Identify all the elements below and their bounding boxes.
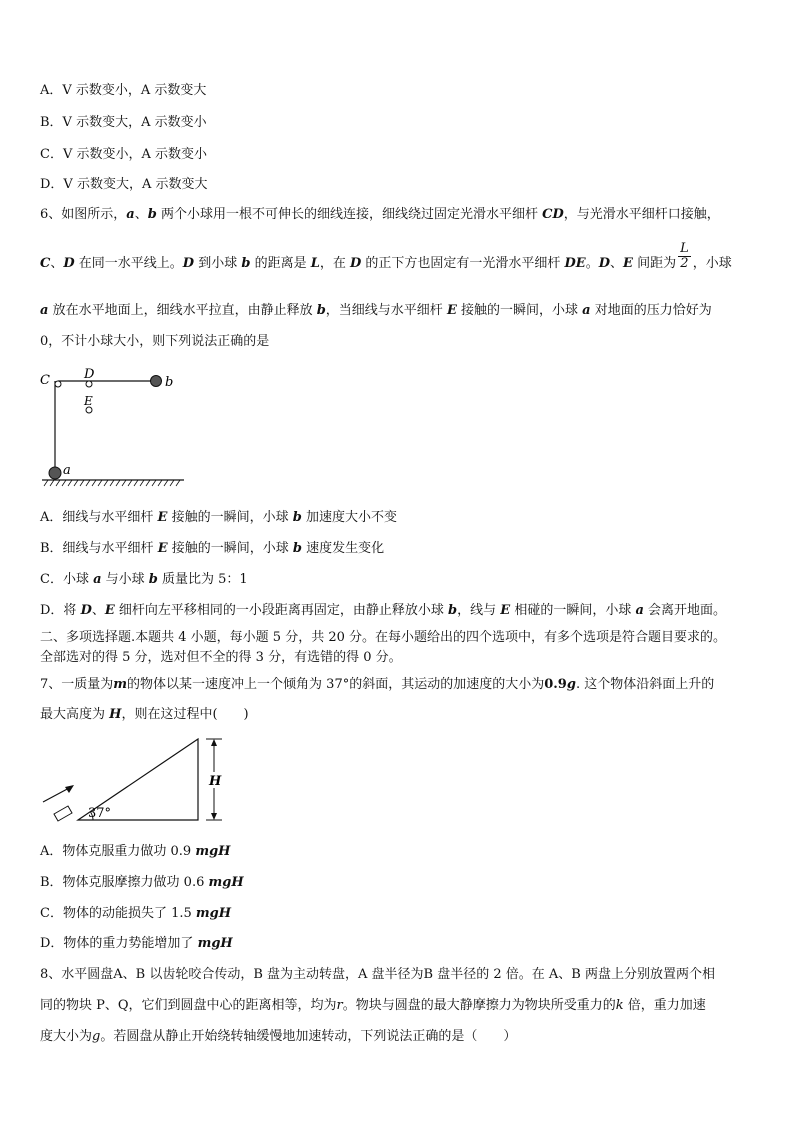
q7-incline-figure — [38, 732, 238, 827]
angle-label: 37° — [88, 806, 112, 821]
q5-option-c: C．V 示数变小，A 示数变小 — [40, 147, 207, 162]
section2-instructions-line1: 二、多项选择题.本题共 4 小题，每小题 5 分，共 20 分。在每小题给出的四个选项中，有多个选项是符合题目要求的。 — [40, 630, 727, 645]
q7-option-a: A．物体克服重力做功 0.9 mgH — [40, 844, 231, 859]
q6-option-a: A．细线与水平细杆 E 接触的一瞬间，小球 b 加速度大小不变 — [40, 510, 397, 525]
arrow-head — [65, 785, 74, 793]
q7-option-d: D．物体的重力势能增加了 mgH — [40, 936, 233, 951]
q5-option-a: A．V 示数变小，A 示数变大 — [40, 83, 207, 98]
peg-c — [55, 381, 61, 387]
ground-hatch — [44, 480, 180, 486]
q7-option-c: C．物体的动能损失了 1.5 mgH — [40, 906, 232, 921]
q6-option-b: B．细线与水平细杆 E 接触的一瞬间，小球 b 速度发生变化 — [40, 541, 385, 556]
label-c: C — [40, 373, 50, 388]
h-label: H — [209, 774, 222, 789]
q6-stem-line4: 0，不计小球大小，则下列说法正确的是 — [40, 334, 270, 349]
h-arrow-bottom — [211, 813, 217, 820]
q7-stem-line1: 7、一质量为m的物体以某一速度冲上一个倾角为 37°的斜面，其运动的加速度的大小为0.9g. 这个物体沿斜面上升的 — [40, 677, 715, 692]
q5-option-d: D．V 示数变大，A 示数变大 — [40, 177, 208, 192]
q8-stem-line1: 8、水平圆盘A、B 以齿轮咬合传动，B 盘为主动转盘，A 盘半径为B 盘半径的 2 倍。在 A、B 两盘上分别放置两个相 — [40, 967, 715, 982]
q6-option-c: C．小球 a 与小球 b 质量比为 5：1 — [40, 572, 248, 587]
q6-stem-line2: C、D 在同一水平线上。D 到小球 b 的距离是 L，在 D 的正下方也固定有一光滑水平细杆 DE。D、E 间距为 $\frac{L}{2}$ ，小球 — [40, 241, 732, 271]
fraction-l-over-2: $\frac{L}{2}$ — [680, 241, 689, 271]
label-e: E — [84, 394, 93, 408]
q8-stem-line2: 同的物块 P、Q，它们到圆盘中心的距离相等，均为r。物块与圆盘的最大静摩擦力为物块所受重力的k 倍，重力加速 — [40, 998, 706, 1013]
q7-stem-line2: 最大高度为 H，则在这过程中( ) — [40, 707, 249, 722]
h-arrow-top — [211, 739, 217, 746]
block — [54, 806, 72, 821]
q8-stem-line3: 度大小为g。若圆盘从静止开始绕转轴缓慢地加速转动，下列说法正确的是（ ） — [40, 1029, 517, 1044]
ball-b — [151, 376, 162, 387]
label-a: a — [63, 463, 71, 478]
q6-stem-line1: 6、如图所示，a、b 两个小球用一根不可伸长的细线连接，细线绕过固定光滑水平细杆 CD，与光滑水平细杆口接触， — [40, 207, 720, 222]
q5-option-b: B．V 示数变大，A 示数变小 — [40, 115, 207, 130]
ball-a — [49, 467, 61, 479]
q6-stem-line3: a 放在水平地面上，细线水平拉直，由静止释放 b，当细线与水平细杆 E 接触的一瞬间，小球 a 对地面的压力恰好为 — [40, 303, 712, 318]
label-b: b — [165, 375, 174, 390]
q6-option-d: D．将 D、E 细杆向左平移相同的一小段距离再固定，由静止释放小球 b，线与 E 相碰的一瞬间，小球 a 会离开地面。 — [40, 603, 727, 618]
q7-option-b: B．物体克服摩擦力做功 0.6 mgH — [40, 875, 244, 890]
label-d: D — [84, 367, 95, 382]
q6-figure — [38, 362, 188, 490]
section2-instructions-line2: 全部选对的得 5 分，选对但不全的得 3 分，有选错的得 0 分。 — [40, 650, 402, 665]
